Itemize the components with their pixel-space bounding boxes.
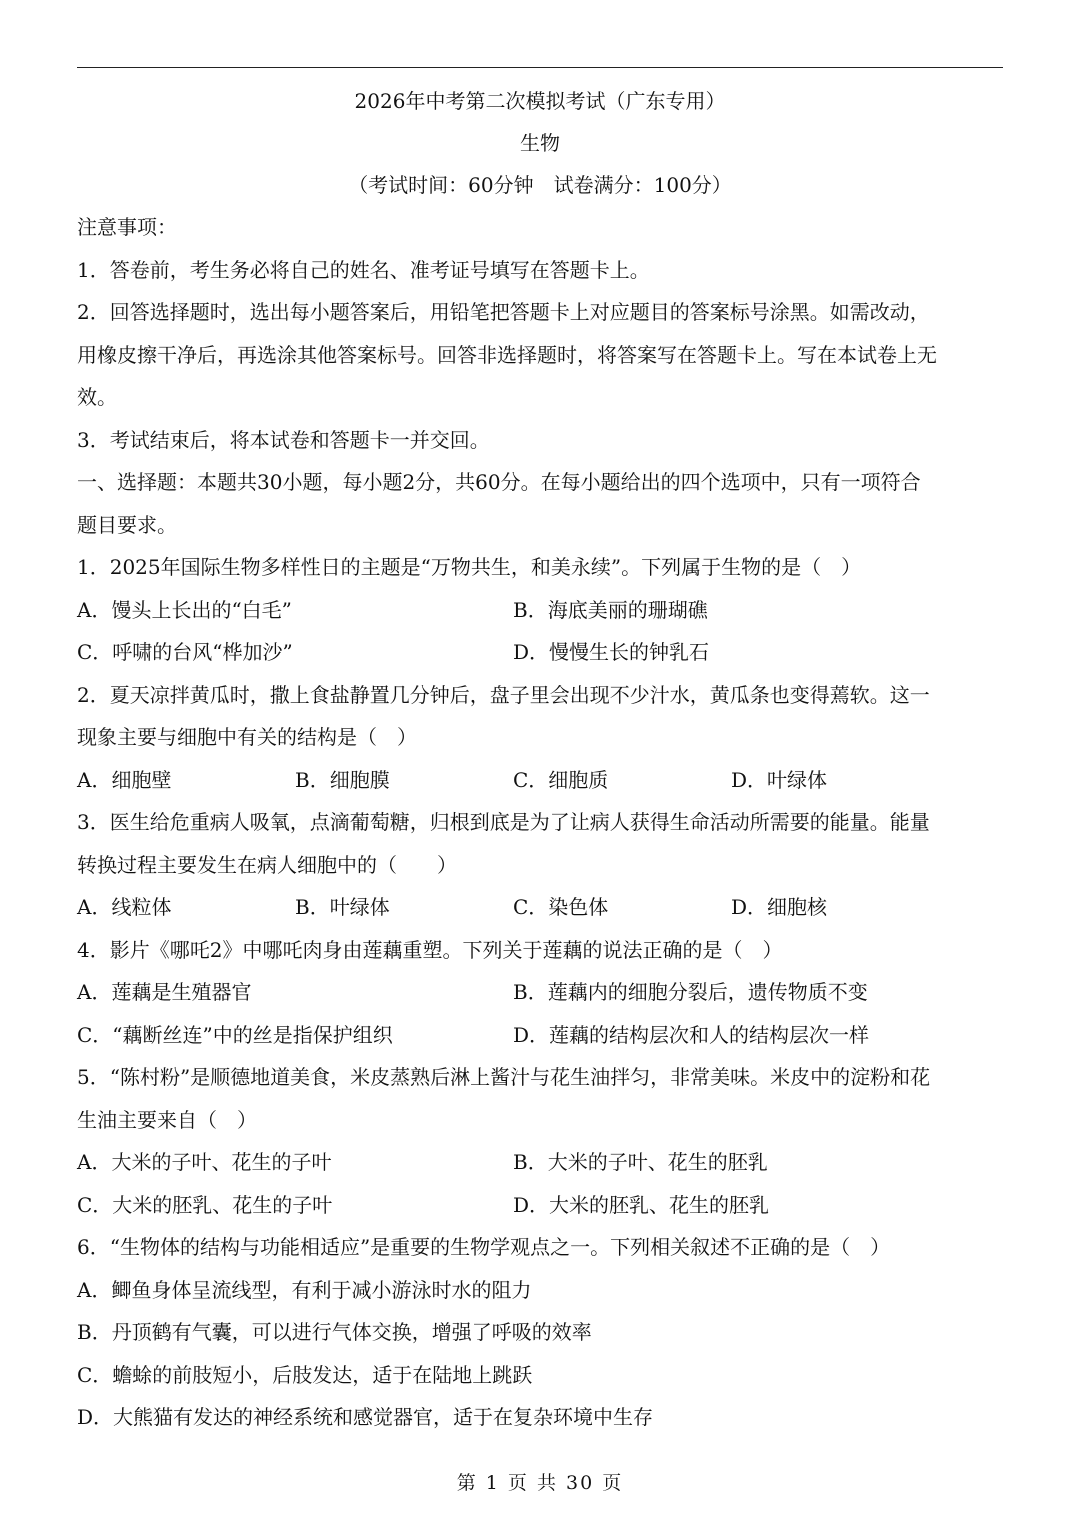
section-heading-cont: 题目要求。	[77, 512, 177, 537]
page-content	[77, 80, 1003, 1439]
notice-item: 2．回答选择题时，选出每小题答案后，用铅笔把答题卡上对应题目的答案标号涂黑。如需改动，	[77, 300, 930, 324]
option-a: A．大米的子叶、花生的子叶	[77, 1150, 332, 1174]
option-a: A．莲藕是生殖器官	[77, 980, 252, 1004]
question-stem: 3．医生给危重病人吸氧，点滴葡萄糖，归根到底是为了让病人获得生命活动所需要的能量。能量	[77, 810, 930, 834]
option-c: C．细胞质	[513, 767, 609, 792]
option-row	[77, 589, 1003, 632]
option-c: C．呼啸的台风“桦加沙”	[77, 640, 293, 664]
option-a: A．线粒体	[77, 895, 172, 919]
header-rule	[77, 67, 1003, 68]
option-a: A．馒头上长出的“白毛”	[77, 597, 292, 622]
option-d: D．叶绿体	[731, 767, 828, 792]
notice-heading: 注意事项：	[77, 215, 177, 239]
option-a: A．细胞壁	[77, 767, 172, 792]
exam-subject: 生物	[520, 131, 560, 155]
notice-item: 3．考试结束后，将本试卷和答题卡一并交回。	[77, 427, 490, 452]
option-row	[77, 971, 1003, 1014]
question-stem-cont: 生油主要来自（ ）	[77, 1107, 257, 1132]
option-b: B．丹顶鹤有气囊，可以进行气体交换，增强了呼吸的效率	[77, 1320, 592, 1344]
option-a: A．鲫鱼身体呈流线型，有利于减小游泳时水的阻力	[77, 1277, 532, 1302]
notice-item: 1．答卷前，考生务必将自己的姓名、准考证号填写在答题卡上。	[77, 257, 650, 282]
option-c: C．蟾蜍的前肢短小，后肢发达，适于在陆地上跳跃	[77, 1362, 533, 1387]
question-stem-cont: 转换过程主要发生在病人细胞中的（ ）	[77, 852, 457, 877]
option-b: B．叶绿体	[295, 895, 390, 919]
option-c: C．“藕断丝连”中的丝是指保护组织	[77, 1022, 393, 1047]
notice-item: 用橡皮擦干净后，再选涂其他答案标号。回答非选择题时，将答案写在答题卡上。写在本试卷上无	[77, 342, 937, 367]
option-row	[77, 1014, 1003, 1057]
question-stem: 5．“陈村粉”是顺德地道美食，米皮蒸熟后淋上酱汁与花生油拌匀，非常美味。米皮中的淀粉和花	[77, 1065, 931, 1089]
question-stem: 4．影片《哪吒2》中哪吒肉身由莲藕重塑。下列关于莲藕的说法正确的是（ ）	[77, 937, 783, 962]
question-stem: 2．夏天凉拌黄瓜时，撒上食盐静置几分钟后，盘子里会出现不少汁水，黄瓜条也变得蔫软。这一	[77, 682, 930, 707]
option-d: D．慢慢生长的钟乳石	[513, 640, 710, 664]
option-d: D．大米的胚乳、花生的胚乳	[513, 1192, 770, 1217]
question-stem: 6．“生物体的结构与功能相适应”是重要的生物学观点之一。下列相关叙述不正确的是（ ）	[77, 1235, 891, 1259]
option-b: B．海底美丽的珊瑚礁	[513, 597, 708, 622]
option-row	[77, 1141, 1003, 1184]
option-c: C．大米的胚乳、花生的子叶	[77, 1192, 333, 1217]
option-row	[77, 886, 1003, 929]
option-row	[77, 631, 1003, 674]
option-c: C．染色体	[513, 895, 609, 919]
exam-title: 2026年中考第二次模拟考试（广东专用）	[354, 89, 726, 113]
option-d: D．大熊猫有发达的神经系统和感觉器官，适于在复杂环境中生存	[77, 1405, 654, 1429]
section-heading: 一、选择题：本题共30小题，每小题2分，共60分。在每小题给出的四个选项中，只有一项符合	[77, 470, 921, 494]
option-b: B．莲藕内的细胞分裂后，遗传物质不变	[513, 980, 868, 1004]
question-stem: 1．2025年国际生物多样性日的主题是“万物共生，和美永续”。下列属于生物的是（ ）	[77, 555, 862, 579]
page-number: 第 1 页 共 30 页	[456, 1472, 624, 1494]
exam-info: （考试时间：60分钟 试卷满分：100分）	[348, 173, 732, 197]
option-d: D．莲藕的结构层次和人的结构层次一样	[513, 1022, 870, 1047]
option-d: D．细胞核	[731, 895, 828, 919]
option-row	[77, 1184, 1003, 1227]
notice-item: 效。	[77, 385, 117, 409]
option-b: B．细胞膜	[295, 767, 390, 792]
option-row	[77, 759, 1003, 802]
option-b: B．大米的子叶、花生的胚乳	[513, 1150, 768, 1174]
question-stem-cont: 现象主要与细胞中有关的结构是（ ）	[77, 725, 417, 749]
